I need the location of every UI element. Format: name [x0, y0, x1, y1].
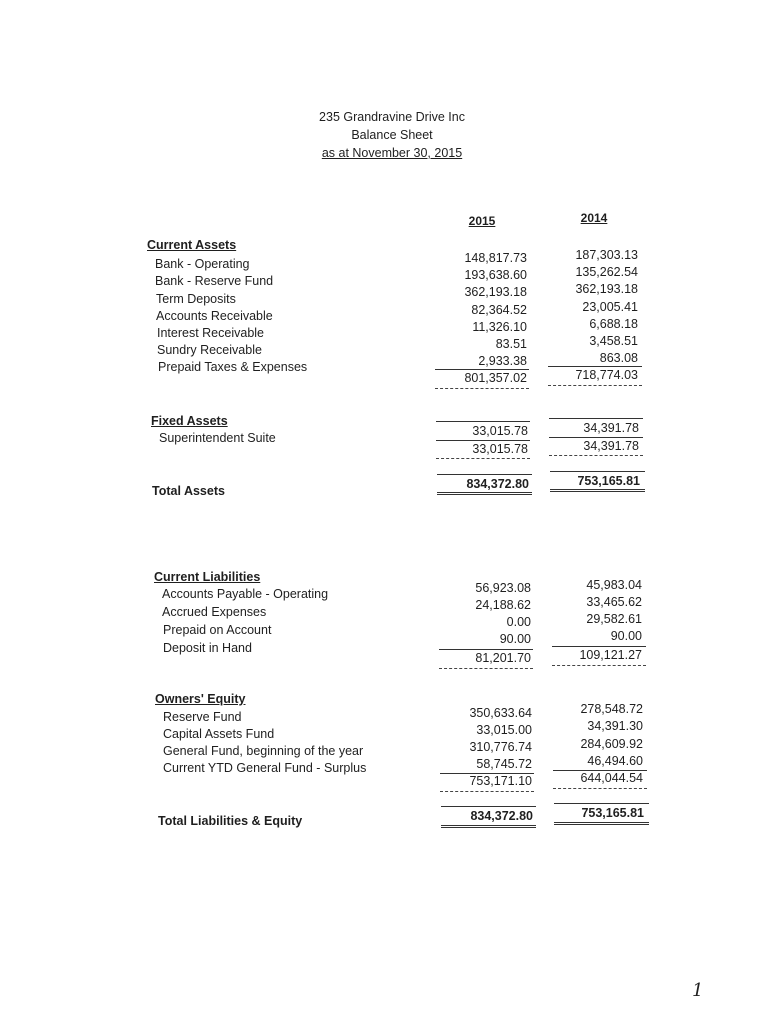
value-2014: 135,262.54 [575, 265, 638, 279]
subtotal-rule [436, 440, 530, 441]
column-header-2014: 2014 [580, 211, 608, 225]
row-label: Deposit in Hand [163, 641, 252, 655]
report-date: as at November 30, 2015 [321, 146, 463, 160]
section-title-owners-equity: Owners' Equity [155, 692, 246, 706]
value-2014: 362,193.18 [575, 282, 638, 296]
subtotal-2015: 753,171.10 [469, 774, 532, 788]
section-title-fixed-assets: Fixed Assets [151, 414, 228, 428]
row-label: Current YTD General Fund - Surplus [163, 761, 367, 775]
value-2015: 56,923.08 [475, 581, 531, 595]
total-liabilities-equity-label: Total Liabilities & Equity [158, 814, 303, 828]
value-2014: 34,391.78 [583, 421, 639, 435]
row-label: Accounts Receivable [156, 309, 273, 323]
document-title: Balance Sheet [351, 128, 433, 142]
page-number: 1 [692, 980, 704, 1001]
document-header [0, 108, 768, 162]
top-rule [549, 418, 643, 419]
value-2015: 310,776.74 [469, 740, 532, 754]
value-2015: 24,188.62 [475, 598, 531, 612]
row-label: Superintendent Suite [159, 431, 276, 445]
total-top-rule [437, 474, 532, 475]
total-assets-2015: 834,372.80 [466, 477, 529, 491]
total-top-rule [554, 803, 649, 804]
subtotal-dash-rule [439, 668, 533, 669]
row-label: Prepaid Taxes & Expenses [158, 360, 308, 374]
value-2015: 33,015.00 [476, 723, 532, 737]
row-label: Capital Assets Fund [163, 727, 275, 741]
subtotal-dash-rule [553, 788, 647, 789]
row-label: General Fund, beginning of the year [163, 744, 364, 758]
subtotal-rule [552, 646, 646, 647]
subtotal-2014: 718,774.03 [575, 368, 638, 382]
value-2015: 148,817.73 [464, 251, 527, 265]
row-label: Accounts Payable - Operating [162, 587, 329, 601]
value-2015: 33,015.78 [472, 424, 528, 438]
row-label: Reserve Fund [163, 710, 242, 724]
subtotal-dash-rule [552, 665, 646, 666]
subtotal-2014: 109,121.27 [579, 648, 642, 662]
value-2014: 6,688.18 [589, 317, 638, 331]
subtotal-rule [549, 437, 643, 438]
subtotal-2014: 644,044.54 [580, 771, 643, 785]
value-2015: 83.51 [495, 337, 527, 351]
total-double-rule [437, 492, 532, 495]
total-assets-label: Total Assets [152, 484, 225, 498]
subtotal-rule [435, 369, 529, 370]
value-2014: 3,458.51 [589, 334, 638, 348]
value-2015: 90.00 [499, 632, 531, 646]
subtotal-dash-rule [548, 385, 642, 386]
section-title-current-liabilities: Current Liabilities [154, 570, 261, 584]
value-2014: 34,391.30 [587, 719, 643, 733]
value-2014: 187,303.13 [575, 248, 638, 262]
total-top-rule [441, 806, 536, 807]
subtotal-dash-rule [549, 455, 643, 456]
row-label: Term Deposits [156, 292, 236, 306]
company-name: 235 Grandravine Drive Inc [319, 110, 465, 124]
value-2015: 0.00 [506, 615, 531, 629]
row-label: Interest Receivable [157, 326, 265, 340]
row-label: Bank - Operating [155, 257, 250, 271]
total-double-rule [441, 825, 536, 828]
subtotal-2015: 33,015.78 [472, 442, 528, 456]
value-2014: 29,582.61 [586, 612, 642, 626]
value-2014: 46,494.60 [587, 754, 643, 768]
row-label: Accrued Expenses [162, 605, 267, 619]
subtotal-rule [548, 366, 642, 367]
value-2015: 82,364.52 [471, 303, 527, 317]
value-2015: 2,933.38 [478, 354, 527, 368]
subtotal-dash-rule [440, 791, 534, 792]
value-2014: 45,983.04 [586, 578, 642, 592]
total-double-rule [554, 822, 649, 825]
value-2014: 284,609.92 [580, 737, 643, 751]
value-2015: 11,326.10 [472, 320, 527, 334]
total-double-rule [550, 489, 645, 492]
subtotal-2014: 34,391.78 [583, 439, 639, 453]
subtotal-dash-rule [436, 458, 530, 459]
total-top-rule [550, 471, 645, 472]
value-2015: 362,193.18 [464, 285, 527, 299]
value-2014: 90.00 [610, 629, 642, 643]
value-2015: 193,638.60 [464, 268, 527, 282]
total-liabilities-equity-2015: 834,372.80 [470, 809, 533, 823]
row-label: Prepaid on Account [163, 623, 272, 637]
value-2015: 58,745.72 [476, 757, 532, 771]
column-header-2015: 2015 [468, 214, 496, 228]
subtotal-rule [439, 649, 533, 650]
subtotal-dash-rule [435, 388, 529, 389]
value-2015: 350,633.64 [469, 706, 532, 720]
value-2014: 23,005.41 [582, 300, 638, 314]
row-label: Bank - Reserve Fund [155, 274, 274, 288]
section-title-current-assets: Current Assets [147, 238, 237, 252]
top-rule [436, 421, 530, 422]
total-liabilities-equity-2014: 753,165.81 [581, 806, 644, 820]
subtotal-2015: 801,357.02 [464, 371, 527, 385]
total-assets-2014: 753,165.81 [577, 474, 640, 488]
row-label: Sundry Receivable [157, 343, 262, 357]
subtotal-2015: 81,201.70 [475, 651, 531, 665]
value-2014: 278,548.72 [580, 702, 643, 716]
value-2014: 33,465.62 [586, 595, 642, 609]
value-2014: 863.08 [599, 351, 638, 365]
